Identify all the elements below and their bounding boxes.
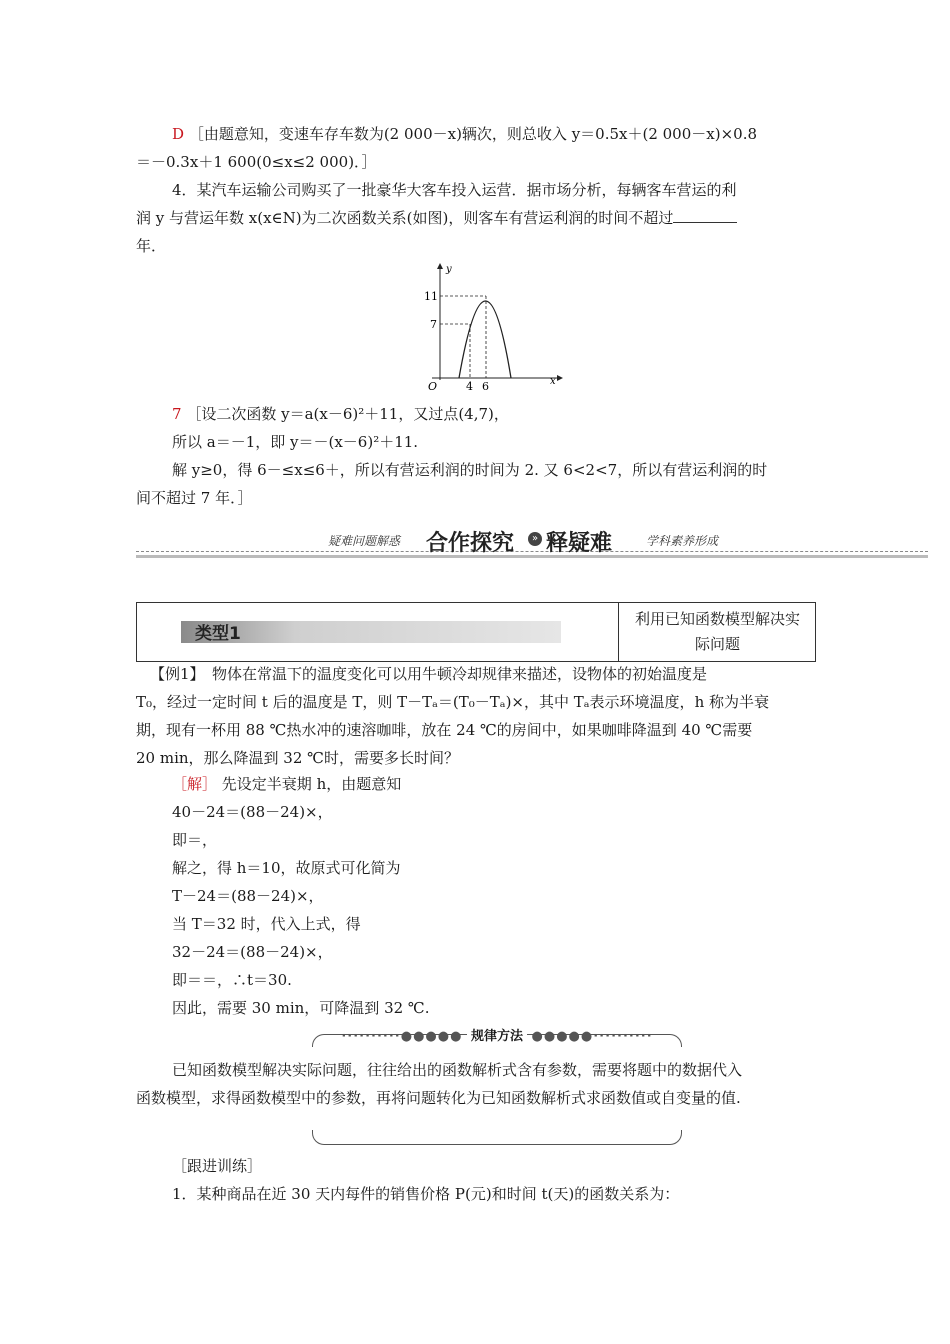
x-tick-6: 6 <box>482 380 489 393</box>
section-banner <box>136 526 928 558</box>
y-axis-label: y <box>446 264 452 275</box>
type-1-title <box>625 607 810 657</box>
question-4-text: 润 y 与营运年数 x(x∈N)为二次函数关系(如图)，则客车有营运利润的时间不超过 <box>136 209 674 227</box>
followup-heading: ［跟进训练］ <box>172 1157 263 1175</box>
banner-arrow-icon: » <box>528 532 542 546</box>
banner-title-right: 释疑难 <box>546 531 613 556</box>
method-dots-right: ●●●●●·········· <box>531 1029 653 1044</box>
answer-blank <box>673 208 737 223</box>
solution-1-line-2: 40－24＝(88－24)×， <box>172 803 333 821</box>
solution-1-line-9: 因此，需要 30 min，可降温到 32 ℃. <box>172 999 430 1017</box>
solution-1-line-1 <box>172 774 401 794</box>
example-1-line-1: 【例1】 物体在常温下的温度变化可以用牛顿冷却规律来描述，设物体的初始温度是 <box>150 665 708 683</box>
example-1-line-2: T₀，经过一定时间 t 后的温度是 T，则 T－Tₐ＝(T₀－Tₐ)×，其中 Tₐ表示环境温度，h 称为半衰 <box>136 693 769 711</box>
banner-right-caption: 学科素养形成 <box>646 534 719 548</box>
method-box-bottom <box>312 1130 682 1145</box>
solution-1-line-4: 解之，得 h＝10，故原式可化简为 <box>172 859 401 877</box>
y-tick-7: 7 <box>430 318 437 331</box>
question-4-line-3: 年． <box>136 237 167 255</box>
question-4-line-2 <box>136 208 737 228</box>
x-tick-4: 4 <box>466 380 473 393</box>
answer-line-1 <box>172 124 757 144</box>
banner-dashed-line <box>136 551 928 552</box>
solution-1-line-5: T－24＝(88－24)×， <box>172 887 324 905</box>
banner-title-left: 合作探究 <box>426 531 515 556</box>
type-1-divider <box>618 603 619 661</box>
origin-label: O <box>428 380 438 393</box>
type-1-label: 类型1 <box>195 624 241 644</box>
method-title: 规律方法 <box>467 1029 527 1044</box>
method-line-2: 函数模型，求得函数模型中的参数，再将问题转化为已知函数解析式求函数值或自变量的值. <box>136 1089 741 1107</box>
type-1-box <box>136 602 816 662</box>
solution-1-line-8: 即＝＝，∴t＝30. <box>172 971 292 989</box>
question-4-line-1: 4．某汽车运输公司购买了一批豪华大客车投入运营．据市场分析，每辆客车营运的利 <box>172 181 737 199</box>
solution-4-line-2: 所以 a＝－1，即 y＝－(x－6)²＋11. <box>172 433 419 451</box>
answer-letter: D <box>172 125 185 143</box>
type-1-title-line-1: 利用已知函数模型解决实 <box>634 610 800 628</box>
answer-explanation-1: ［由题意知，变速车存车数为(2 000－x)辆次，则总收入 y＝0.5x＋(2 000－x)×0.8 <box>188 125 758 143</box>
parabola-curve <box>459 301 511 378</box>
method-title-row <box>313 1025 681 1044</box>
followup-line-1: 1．某种商品在近 30 天内每件的销售价格 P(元)和时间 t(天)的函数关系为： <box>172 1185 680 1203</box>
method-box-top <box>312 1029 682 1047</box>
solution-4-answer: 7 <box>172 405 182 423</box>
banner-solid-line <box>136 555 928 558</box>
solution-4-text-1: ［设二次函数 y＝a(x－6)²＋11，又过点(4,7)， <box>186 405 509 423</box>
solution-1-line-6: 当 T＝32 时，代入上式，得 <box>172 915 361 933</box>
solution-4-line-1 <box>172 404 509 424</box>
method-line-1: 已知函数模型解决实际问题，往往给出的函数解析式含有参数，需要将题中的数据代入 <box>172 1061 743 1079</box>
parabola-graph <box>410 258 570 394</box>
solution-tag: ［解］ <box>172 775 218 793</box>
solution-1-line-7: 32－24＝(88－24)×， <box>172 943 333 961</box>
solution-4-line-3: 解 y≥0，得 6－≤x≤6＋，所以有营运利润的时间为 2. 又 6<2<7，所以有营运利润的时 <box>172 461 768 479</box>
example-1-line-4: 20 min，那么降温到 32 ℃时，需要多长时间？ <box>136 749 459 767</box>
example-1-line-3: 期，现有一杯用 88 ℃热水冲的速溶咖啡，放在 24 ℃的房间中，如果咖啡降温到 40 ℃需要 <box>136 721 753 739</box>
method-dots-left: ··········●●●●● <box>341 1029 463 1044</box>
x-axis-label: x <box>550 376 556 387</box>
solution-1-line-3: 即＝， <box>172 831 218 849</box>
solution-1-text-1: 先设定半衰期 h，由题意知 <box>221 775 402 793</box>
answer-explanation-2: ＝－0.3x＋1 600(0≤x≤2 000)．］ <box>136 153 377 171</box>
solution-4-line-4: 间不超过 7 年．］ <box>136 489 253 507</box>
banner-left-caption: 疑难问题解惑 <box>328 534 401 548</box>
y-tick-11: 11 <box>424 290 438 303</box>
type-1-title-line-2: 际问题 <box>694 635 740 653</box>
